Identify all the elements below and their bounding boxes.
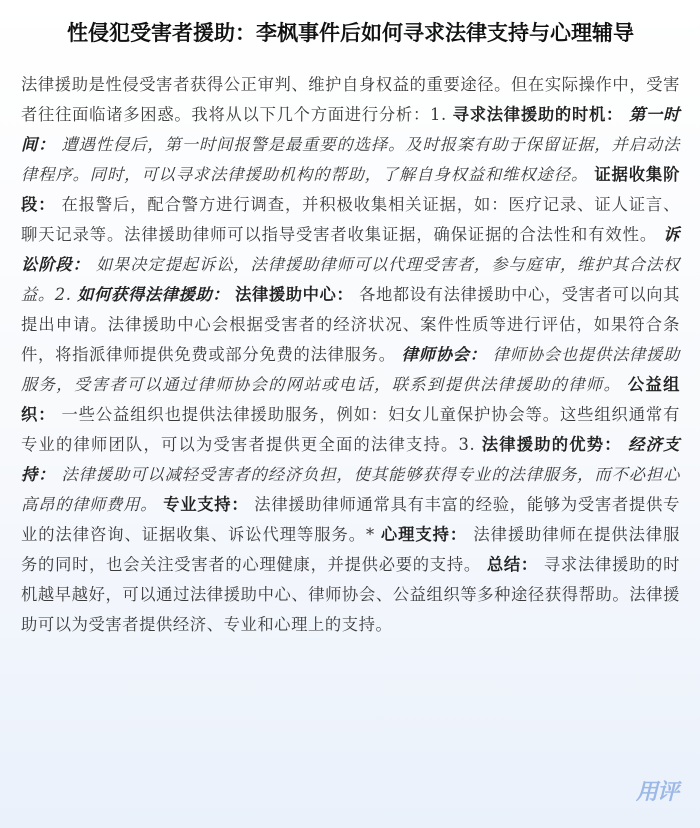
bold-heading: 证据收集阶段： [21,165,680,214]
italic-text: 法律援助可以减轻受害者的经济负担，使其能够获得专业的法律服务，而不必担心高昂的律师费用。 [21,465,680,514]
bold-heading: 寻求法律援助的时机： [452,105,624,124]
bold-italic-heading: 第一时间： [21,105,680,154]
bold-italic-heading: 律师协会： [401,345,487,364]
body-text: 寻求法律援助的时机越早越好，可以通过法律援助中心、律师协会、公益组织等多种途径获得帮助。法律援助可以为受害者提供经济、专业和心理上的支持。 [21,555,680,634]
bold-heading: 公益组织： [21,375,681,424]
italic-text: 如果决定提起诉讼，法律援助律师可以代理受害者，参与庭审，维护其合法权益。2. [21,255,680,304]
body-text: 在报警后，配合警方进行调查，并积极收集相关证据，如：医疗记录、证人证言、聊天记录等。法律援助律师可以指导受害者收集证据，确保证据的合法性和有效性。 [21,195,680,244]
body-text: 各地都设有法律援助中心，受害者可以向其提出申请。法律援助中心会根据受害者的经济状况、案件性质等进行评估，如果符合条件，将指派律师提供免费或部分免费的法律服务。 [21,285,681,364]
bold-heading: 法律援助的优势： [481,435,622,454]
bold-heading: 法律援助中心： [235,285,354,304]
bold-heading: 心理支持： [380,525,468,544]
bold-italic-heading: 如何获得法律援助： [77,285,230,304]
bold-italic-heading: 诉讼阶段： [21,225,680,274]
bold-heading: 专业支持： [163,495,249,514]
article-body [21,70,680,640]
body-text: 法律援助律师在提供法律服务的同时，也会关注受害者的心理健康，并提供必要的支持。 [21,525,680,574]
article-title: 性侵犯受害者援助：李枫事件后如何寻求法律支持与心理辅导 [67,21,634,45]
body-text: 一些公益组织也提供法律援助服务，例如：妇女儿童保护协会等。这些组织通常有专业的律师团队，可以为受害者提供更全面的法律支持。3. [21,405,680,454]
italic-text: 律师协会也提供法律援助服务，受害者可以通过律师协会的网站或电话，联系到提供法律援助的律师。 [21,345,680,394]
body-text: 法律援助律师通常具有丰富的经验，能够为受害者提供专业的法律咨询、证据收集、诉讼代理等服务。* [21,495,680,544]
watermark-logo: 用评 [635,780,678,805]
body-text: 法律援助是性侵受害者获得公正审判、维护自身权益的重要途径。但在实际操作中，受害者往往面临诸多困惑。我将从以下几个方面进行分析：1. [21,75,680,124]
bold-italic-heading: 经济支持： [21,435,680,484]
bold-heading: 总结： [486,555,538,574]
italic-text: 遭遇性侵后，第一时间报警是最重要的选择。及时报案有助于保留证据，并启动法律程序。同时，可以寻求法律援助机构的帮助，了解自身权益和维权途径。 [21,135,680,184]
